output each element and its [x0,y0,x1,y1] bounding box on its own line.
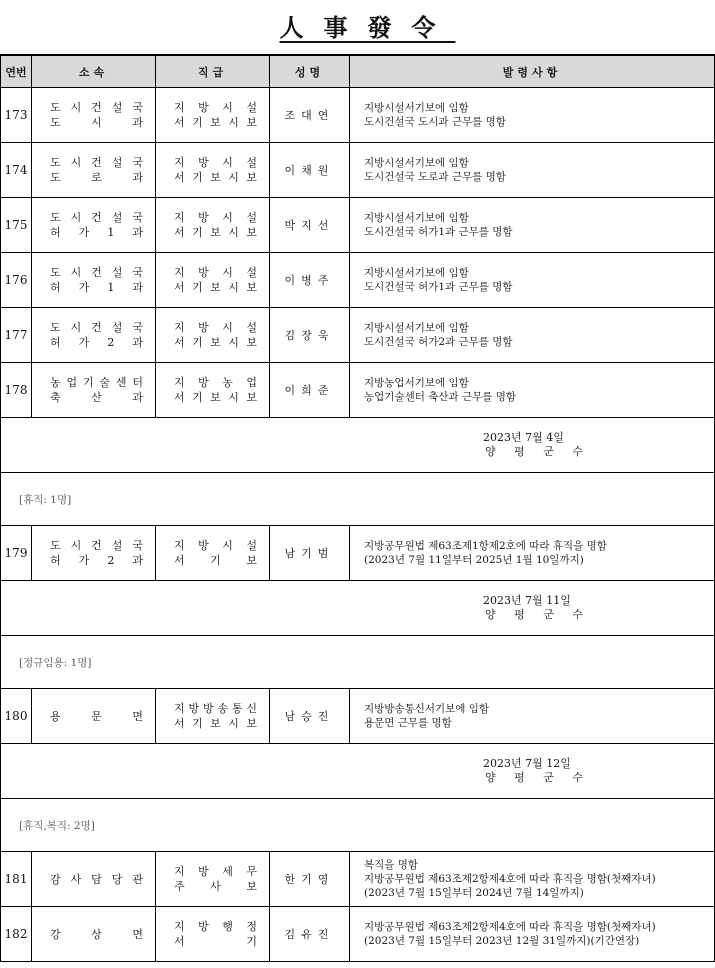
grade-line: 서 기 보 시 보 [174,116,257,129]
grade-line: 지 방 시 설 [174,101,257,114]
row-name: 한기영 [270,852,350,907]
order-line: 지방시설서기보에 임함 [364,102,469,114]
row-order [350,689,715,744]
grade-line: 지 방 시 설 [174,211,257,224]
order-line: (2023년 7월 15일부터 2023년 12월 31일까지)(기간연장) [364,935,640,947]
order-line: 도시건설국 도로과 근무를 명함 [364,171,506,183]
dept-line: 허 가 1 과 [50,281,143,294]
table-row [1,198,715,253]
date-row [1,744,715,799]
row-no: 176 [1,253,32,308]
dept-line: 도 시 건 설 국 [50,101,143,114]
row-order [350,308,715,363]
grade-line: 서 기 보 시 보 [174,336,257,349]
order-line: 농업기술센터 축산과 근무를 명함 [364,391,517,403]
dept-line: 강 상 면 [50,927,143,941]
order-line: 지방시설서기보에 임함 [364,212,469,224]
row-dept [32,689,156,744]
section-row [1,636,715,689]
row-order [350,852,715,907]
order-line: 지방공무원법 제63조제2항제4호에 따라 휴직을 명함(첫째자녀) [364,921,656,933]
order-line: 지방방송통신서기보에 임함 [364,703,490,715]
grade-line: 서 기 보 [174,554,257,567]
dept-line: 도 로 과 [50,171,143,184]
row-order [350,88,715,143]
row-order [350,143,715,198]
section-label: [휴직: 1명] [1,473,715,526]
row-grade [156,907,270,962]
dept-line: 도 시 과 [50,116,143,129]
order-line: 도시건설국 허가1과 근무를 명함 [364,281,513,293]
grade-line: 서 기 보 시 보 [174,717,257,730]
section-row [1,473,715,526]
row-dept [32,143,156,198]
dept-line: 농 업 기 술 센 터 [50,376,143,389]
dept-line: 허 가 2 과 [50,336,143,349]
issue-date: 2023년 7월 4일 [483,431,564,444]
issuer: 양 평 군 수 [485,608,583,621]
grade-line: 서 기 보 시 보 [174,171,257,184]
row-name: 김장욱 [270,308,350,363]
row-no: 173 [1,88,32,143]
row-grade [156,852,270,907]
row-order [350,253,715,308]
header-order: 발령사항 [350,55,715,88]
table-row [1,526,715,581]
row-grade [156,198,270,253]
dept-line: 도 시 건 설 국 [50,211,143,224]
date-block [1,757,714,785]
order-line: 지방공무원법 제63조제2항제4호에 따라 휴직을 명함(첫째자녀) [364,873,656,885]
table-row [1,689,715,744]
table-row [1,88,715,143]
grade-line: 지 방 방 송 통 신 [174,702,257,715]
dept-line: 도 시 건 설 국 [50,539,143,552]
dept-line: 도 시 건 설 국 [50,156,143,169]
row-no: 174 [1,143,32,198]
order-line: 복직을 명함 [364,859,419,871]
row-grade [156,253,270,308]
order-line: 용문면 근무를 명함 [364,717,452,729]
row-dept [32,363,156,418]
row-dept [32,253,156,308]
dept-line: 감 사 담 당 관 [50,872,143,886]
grade-line: 지 방 시 설 [174,539,257,552]
row-no: 177 [1,308,32,363]
row-grade [156,363,270,418]
table-row [1,363,715,418]
row-no: 180 [1,689,32,744]
date-block [1,431,714,459]
section-row [1,799,715,852]
row-order [350,907,715,962]
order-line: 도시건설국 허가2과 근무를 명함 [364,336,513,348]
grade-line: 지 방 시 설 [174,156,257,169]
grade-line: 서 기 보 시 보 [174,281,257,294]
order-line: 지방시설서기보에 임함 [364,322,469,334]
section-label: [휴직,복직: 2명] [1,799,715,852]
row-dept [32,308,156,363]
issue-date: 2023년 7월 12일 [483,757,571,770]
row-name: 이희준 [270,363,350,418]
table-row [1,907,715,962]
grade-line: 지 방 세 무 [174,865,257,878]
row-grade [156,88,270,143]
order-line: 지방공무원법 제63조제1항제2호에 따라 휴직을 명함 [364,540,607,552]
grade-line: 서 기 보 시 보 [174,391,257,404]
row-name: 남승진 [270,689,350,744]
row-order [350,363,715,418]
section-label: [정규임용: 1명] [1,636,715,689]
row-grade [156,143,270,198]
dept-line: 용 문 면 [50,709,143,723]
row-grade [156,526,270,581]
row-name: 이채원 [270,143,350,198]
grade-line: 서 기 보 시 보 [174,226,257,239]
personnel-order-table [0,54,715,962]
row-no: 181 [1,852,32,907]
order-line: (2023년 7월 15일부터 2024년 7월 14일까지) [364,887,584,899]
grade-line: 주 사 보 [174,880,257,893]
row-name: 남기범 [270,526,350,581]
row-name: 김유진 [270,907,350,962]
row-grade [156,689,270,744]
date-row [1,581,715,636]
issue-date: 2023년 7월 11일 [483,594,571,607]
row-name: 조대연 [270,88,350,143]
row-no: 179 [1,526,32,581]
grade-line: 서 기 [174,935,257,948]
table-row [1,308,715,363]
date-cell [1,418,715,473]
table-body [1,88,715,962]
table-row [1,143,715,198]
order-line: 지방농업서기보에 임함 [364,377,469,389]
order-line: 지방시설서기보에 임함 [364,267,469,279]
row-grade [156,308,270,363]
row-order [350,198,715,253]
order-line: 지방시설서기보에 임함 [364,157,469,169]
date-block [1,594,714,622]
dept-line: 축 산 과 [50,391,143,404]
grade-line: 지 방 행 정 [174,920,257,933]
grade-line: 지 방 시 설 [174,266,257,279]
row-name: 박지선 [270,198,350,253]
order-line: 도시건설국 허가1과 근무를 명함 [364,226,513,238]
dept-line: 허 가 1 과 [50,226,143,239]
dept-line: 도 시 건 설 국 [50,321,143,334]
order-line: 도시건설국 도시과 근무를 명함 [364,116,506,128]
header-row [1,55,715,88]
row-dept [32,198,156,253]
row-dept [32,907,156,962]
table-row [1,253,715,308]
row-no: 175 [1,198,32,253]
order-line: (2023년 7월 11일부터 2025년 1월 10일까지) [364,554,584,566]
header-dept: 소속 [32,55,156,88]
date-row [1,418,715,473]
grade-line: 지 방 농 업 [174,376,257,389]
issuer: 양 평 군 수 [485,771,583,784]
row-no: 178 [1,363,32,418]
row-no: 182 [1,907,32,962]
dept-line: 도 시 건 설 국 [50,266,143,279]
header-grade: 직급 [156,55,270,88]
row-dept [32,88,156,143]
table-row [1,852,715,907]
dept-line: 허 가 2 과 [50,554,143,567]
date-cell [1,581,715,636]
header-name: 성명 [270,55,350,88]
header-no: 연번 [1,55,32,88]
row-name: 이병주 [270,253,350,308]
row-dept [32,852,156,907]
row-order [350,526,715,581]
row-dept [32,526,156,581]
date-cell [1,744,715,799]
issuer: 양 평 군 수 [485,445,583,458]
grade-line: 지 방 시 설 [174,321,257,334]
page-title: 人事發令 [279,13,456,42]
